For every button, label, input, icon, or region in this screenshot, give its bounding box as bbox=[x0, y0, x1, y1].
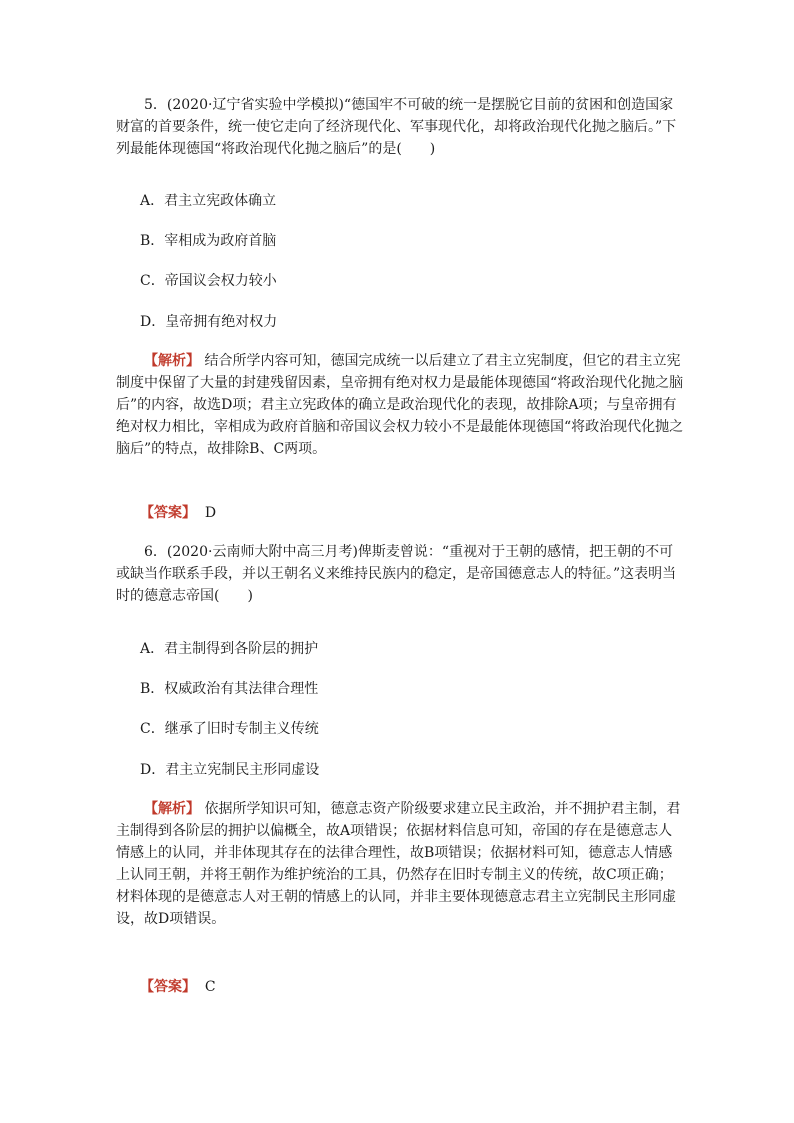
q5-option-a: A．君主立宪政体确立 bbox=[140, 193, 277, 209]
question-6-stem: 6．(2020·云南师大附中高三月考)俾斯麦曾说：“重视对于王朝的感情，把王朝的不可或缺当作联系手段，并以王朝名义来维持民族内的稳定，是帝国德意志人的特征。”这表明当时的德意志帝国( ) bbox=[116, 544, 677, 604]
q6-option-a: A．君主制得到各阶层的拥护 bbox=[140, 641, 319, 657]
q6-answer bbox=[140, 976, 216, 998]
q6-option-d: D．君主立宪制民主形同虚设 bbox=[140, 762, 320, 778]
q5-analysis bbox=[116, 350, 684, 460]
q5-option-d: D．皇帝拥有绝对权力 bbox=[140, 314, 278, 330]
q6-option-c: C．继承了旧时专制主义传统 bbox=[140, 721, 319, 737]
q6-option-b: B．权威政治有其法律合理性 bbox=[140, 681, 319, 697]
q6-analysis-text: 依据所学知识可知，德意志资产阶级要求建立民主政治，并不拥护君主制，君主制得到各阶层的拥护以偏概全，故A项错误；依据材料信息可知，帝国的存在是德意志人情感上的认同，并非体现其存在的法律合理性，故B项错误；依据材料可知，德意志人情感上认同王朝，并将王朝作为维护统治的工具，仍然存在旧时专制主义的传统，故C项正确；材料体现的是德意志人对王朝的情感上的认同，并非主要体现德意志君主立宪制民主形同虚设，故D项错误。 bbox=[116, 801, 681, 927]
q5-analysis-tag: 【解析】 bbox=[144, 353, 200, 369]
q5-option-c: C．帝国议会权力较小 bbox=[140, 273, 277, 289]
q6-analysis bbox=[116, 798, 684, 930]
q5-answer-tag: 【答案】 bbox=[140, 505, 196, 521]
q5-analysis-text: 结合所学内容可知，德国完成统一以后建立了君主立宪制度，但它的君主立宪制度中保留了大量的封建残留因素，皇帝拥有绝对权力是最能体现德国“将政治现代化抛之脑后”的内容，故选D项；君主立宪政体的确立是政治现代化的表现，故排除A项；与皇帝拥有绝对权力相比，宰相成为政府首脑和帝国议会权力较小不是最能体现德国“将政治现代化抛之脑后”的特点，故排除B、C两项。 bbox=[116, 353, 684, 457]
q6-answer-value: C bbox=[204, 979, 216, 995]
q6-analysis-tag: 【解析】 bbox=[144, 801, 200, 817]
q6-answer-tag: 【答案】 bbox=[140, 979, 196, 995]
question-5-stem: 5．(2020·辽宁省实验中学模拟)“德国牢不可破的统一是摆脱它目前的贫困和创造国家财富的首要条件，统一使它走向了经济现代化、军事现代化，却将政治现代化抛之脑后。”下列最能体现德国“将政治现代化抛之脑后”的是( ) bbox=[116, 97, 677, 157]
q5-option-b: B．宰相成为政府首脑 bbox=[140, 233, 277, 249]
q5-answer bbox=[140, 502, 216, 524]
q5-answer-value: D bbox=[204, 505, 217, 521]
